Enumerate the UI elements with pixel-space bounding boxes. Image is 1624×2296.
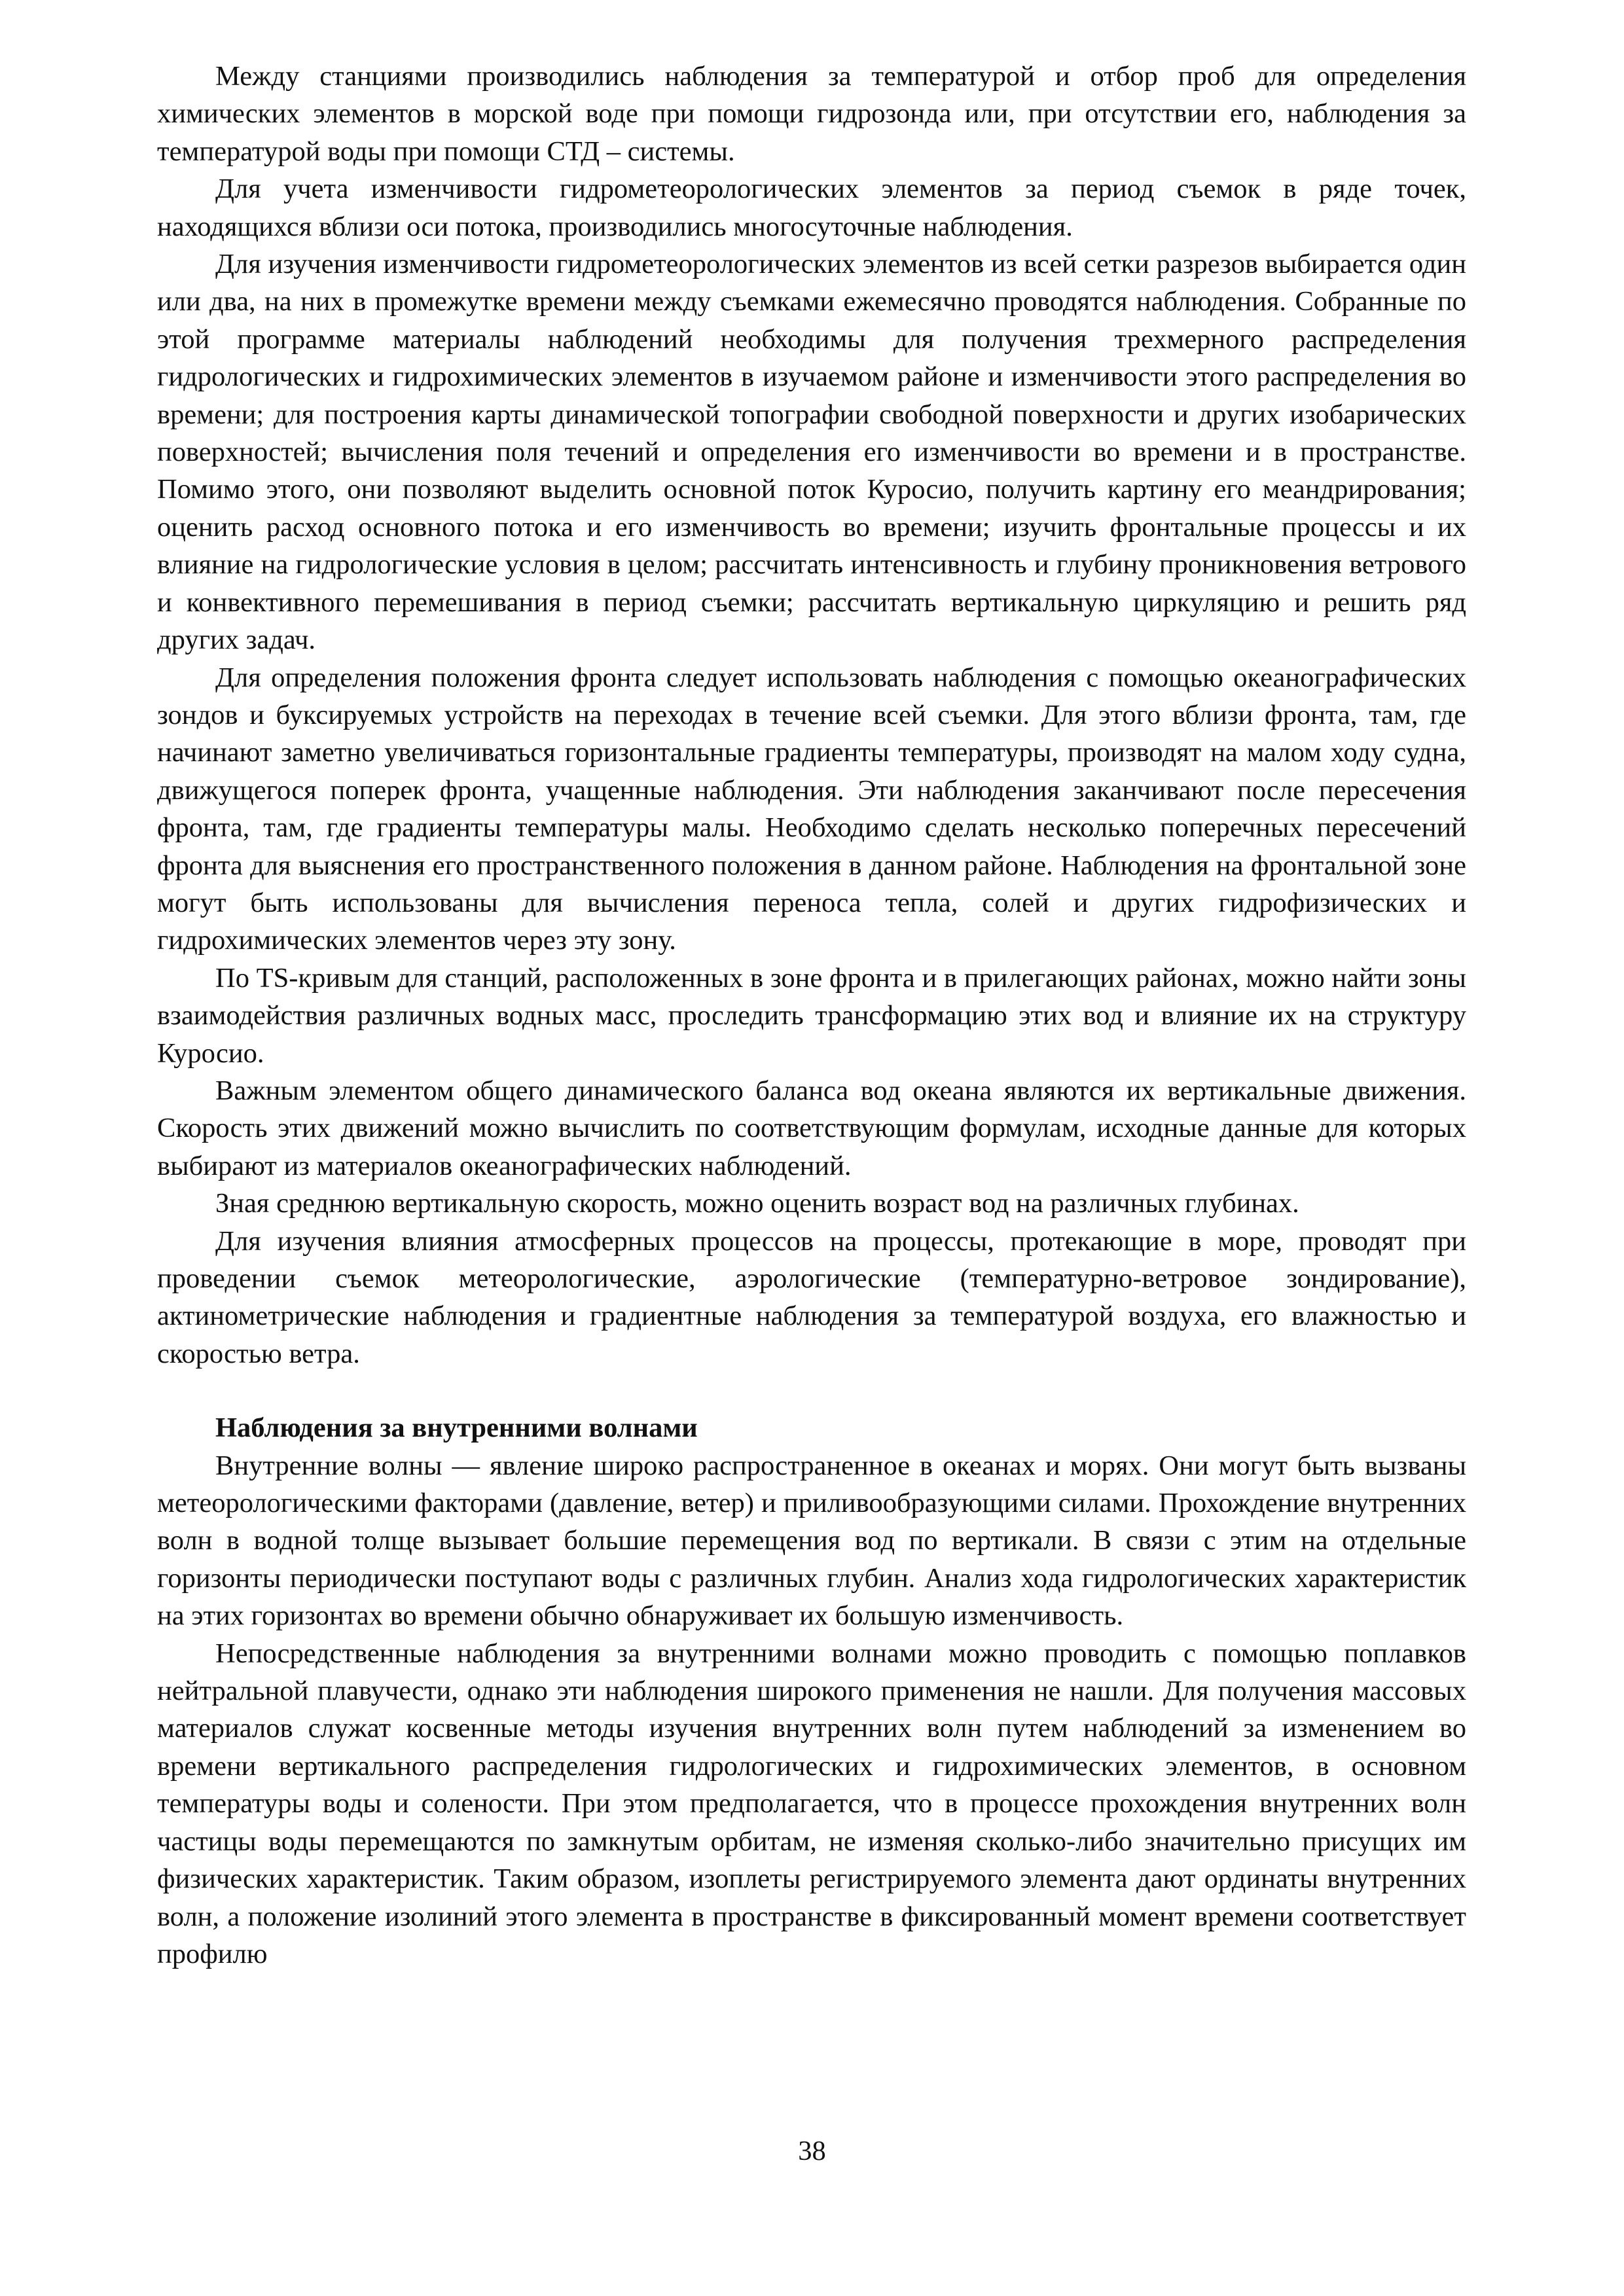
paragraph-internal-waves-intro: Внутренние волны — явление широко распространенное в океанах и морях. Они могут быть вызваны метеорологическими факторами (давление, ветер) и приливообразующими силами. Прохождение внутренних волн в водной толще вызывает большие перемещения вод по вертикали. В связи с этим на отдельные горизонты периодически поступают воды с различных глубин. Анализ хода гидрологических характеристик на этих горизонтах во времени обычно обнаруживает их большую изменчивость. [157, 1450, 1466, 1632]
page-number: 38 [798, 2136, 826, 2166]
paragraph-variability-study: Для изучения изменчивости гидрометеорологических элементов из всей сетки разрезов выбирается один или два, на них в промежутке времени между съемками ежемесячно проводятся наблюдения. Собранные по этой программе материалы наблюдений необходимы для получения трехмерного распределения гидрологических и гидрохимических элементов в изучаемом районе и изменчивости этого распределения во времени; для построения карты динамической топографии свободной поверхности и других изобарических поверхностей; вычисления поля течений и определения его изменчивости во времени и в пространстве. Помимо этого, они позволяют выделить основной поток Куросио, получить картину его меандрирования; оценить расход основного потока и его изменчивость во времени; изучить фронтальные процессы и их влияние на гидрологические условия в целом; рассчитать интенсивность и глубину проникновения ветрового и конвективного перемешивания в период съемки; рассчитать вертикальную циркуляцию и решить ряд других задач. [157, 249, 1466, 656]
paragraph-front-position: Для определения положения фронта следует использовать наблюдения с помощью океанографических зондов и буксируемых устройств на переходах в течение всей съемки. Для этого вблизи фронта, там, где начинают заметно увеличиваться горизонтальные градиенты температуры, производят на малом ходу судна, движущегося поперек фронта, учащенные наблюдения. Эти наблюдения заканчивают после пересечения фронта, там, где градиенты температуры малы. Необходимо сделать несколько поперечных пересечений фронта для выяснения его пространственного положения в данном районе. Наблюдения на фронтальной зоне могут быть использованы для вычисления переноса тепла, солей и других гидрофизических и гидрохимических элементов через эту зону. [157, 662, 1466, 956]
paragraph-water-age: Зная среднюю вертикальную скорость, можно оценить возраст вод на различных глубинах. [215, 1188, 1299, 1219]
paragraph-stations-observations: Между станциями производились наблюдения за температурой и отбор проб для определения химических элементов в морской воде при помощи гидрозонда или, при отсутствии его, наблюдения за температурой воды при помощи СТД – системы. [157, 61, 1466, 167]
document-page [157, 58, 1466, 2237]
paragraph-atmospheric-observations: Для изучения влияния атмосферных процессов на процессы, протекающие в море, проводят при проведении съемок метеорологические, аэрологические (температурно-ветровое зондирование), актинометрические наблюдения и градиентные наблюдения за температурой воздуха, его влажностью и скоростью ветра. [157, 1225, 1466, 1369]
section-heading-internal-waves: Наблюдения за внутренними волнами [215, 1412, 698, 1444]
paragraph-multiday-observations: Для учета изменчивости гидрометеорологических элементов за период съемок в ряде точек, находящихся вблизи оси потока, производились многосуточные наблюдения. [157, 173, 1466, 242]
paragraph-internal-waves-methods: Непосредственные наблюдения за внутренними волнами можно проводить с помощью поплавков нейтральной плавучести, однако эти наблюдения широкого применения не нашли. Для получения массовых материалов служат косвенные методы изучения внутренних волн путем наблюдений за изменением во времени вертикального распределения гидрологических и гидрохимических элементов, в основном температуры воды и солености. При этом предполагается, что в процессе прохождения внутренних волн частицы воды перемещаются по замкнутым орбитам, не изменяя сколько-либо значительно присущих им физических характеристик. Таким образом, изоплеты регистрируемого элемента дают ординаты внутренних волн, а положение изолиний этого элемента в пространстве в фиксированный момент времени соответствует профилю [157, 1638, 1466, 1969]
paragraph-vertical-motions: Важным элементом общего динамического баланса вод океана являются их вертикальные движения. Скорость этих движений можно вычислить по соответствующим формулам, исходные данные для которых выбирают из материалов океанографических наблюдений. [157, 1075, 1466, 1181]
paragraph-ts-curves: По TS-кривым для станций, расположенных в зоне фронта и в прилегающих районах, можно найти зоны взаимодействия различных водных масс, проследить трансформацию этих вод и влияние их на структуру Куросио. [157, 962, 1466, 1069]
